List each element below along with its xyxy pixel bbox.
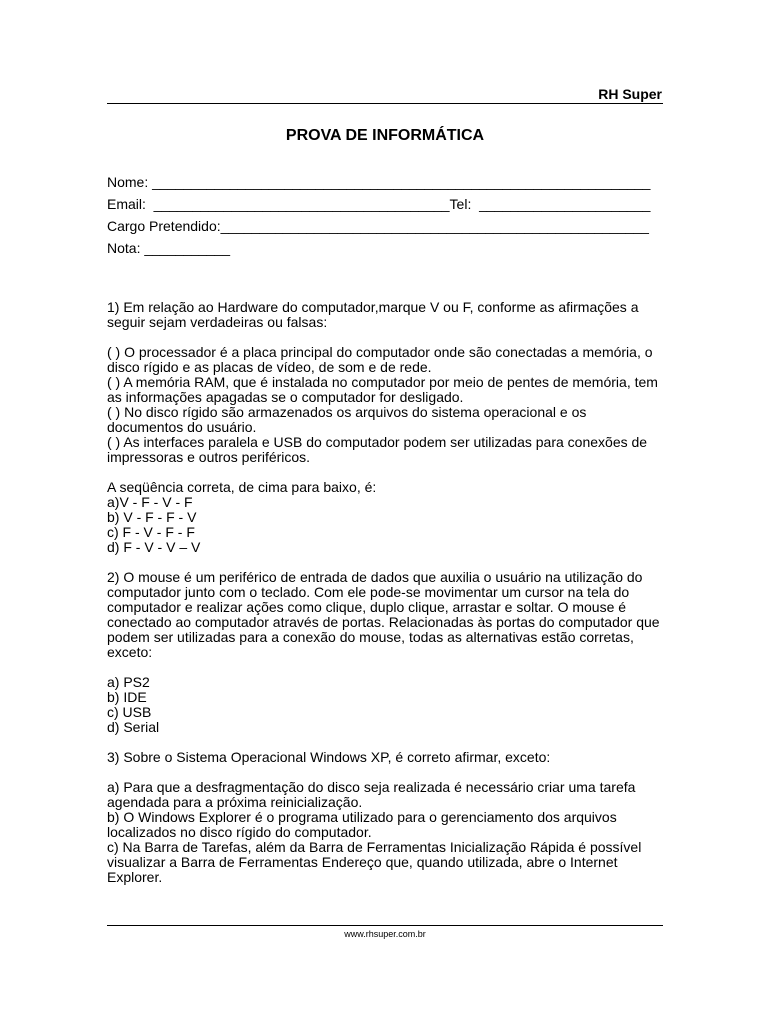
option-c: c) F - V - F - F [107,524,195,540]
option-b: b) V - F - F - V [107,509,197,525]
question-1-prompt-line: seguir sejam verdadeiras ou falsas: [107,314,328,330]
question-3-prompt: 3) Sobre o Sistema Operacional Windows XP, é correto afirmar, exceto: [107,749,551,765]
header-rule [107,103,663,104]
question-2-prompt-line: computador e realizar ações como clique, duplo clique, arrastar e soltar. O mouse é [107,599,627,615]
statement-4-line: ( ) As interfaces paralela e USB do computador podem ser utilizadas para conexões de [107,434,648,450]
option-b-line: b) O Windows Explorer é o programa utilizado para o gerenciamento dos arquivos [107,809,617,825]
question-2-prompt-line: conectado ao computador através de portas. Relacionadas às portas do computador que [107,614,660,630]
option-a-line: agendada para a próxima reinicialização. [107,794,363,810]
option-b: b) IDE [107,689,147,705]
cargo-field: Cargo Pretendido:_______________________________________________________ [107,218,649,234]
statement-1-line: disco rígido e as placas de vídeo, de som e de rede. [107,359,432,375]
option-a: a) PS2 [107,674,150,690]
question-1 [107,300,667,555]
statement-4-line: impressoras e outros periféricos. [107,449,311,465]
footer-rule [107,925,663,926]
question-2-prompt-line: exceto: [107,644,153,660]
statement-3-line: ( ) No disco rígido são armazenados os arquivos do sistema operacional e os [107,404,587,420]
question-2-prompt-line: 2) O mouse é um periférico de entrada de dados que auxilia o usuário na utilização do [107,569,643,585]
question-1-prompt-line: 1) Em relação ao Hardware do computador,marque V ou F, conforme as afirmações a [107,299,639,315]
document-body [107,175,667,885]
nota-field: Nota: ___________ [107,240,230,256]
name-field: Nome: ________________________________________________________________ [107,174,651,190]
question-2 [107,570,667,735]
question-2-prompt-line: computador junto com o teclado. Com ele pode-se movimentar um cursor na tela do [107,584,630,600]
email-tel-field: Email: ______________________________________Tel: ______________________ [107,196,651,212]
header-brand: RH Super [598,86,662,102]
option-b-line: localizados no disco rígido do computador. [107,824,372,840]
footer-url: www.rhsuper.com.br [344,929,426,939]
statement-1-line: ( ) O processador é a placa principal do computador onde são conectadas a memória, o [107,344,653,360]
option-c-line: c) Na Barra de Tarefas, além da Barra de Ferramentas Inicialização Rápida é possível [107,839,642,855]
option-c-line: Explorer. [107,869,163,885]
statement-3-line: documentos do usuário. [107,419,257,435]
option-d: d) Serial [107,719,160,735]
option-a-line: a) Para que a desfragmentação do disco seja realizada é necessário criar uma tarefa [107,779,636,795]
statement-2-line: ( ) A memória RAM, que é instalada no computador por meio de pentes de memória, tem [107,374,658,390]
option-a: a)V - F - V - F [107,494,193,510]
option-d: d) F - V - V – V [107,539,201,555]
question-2-prompt-line: podem ser utilizadas para a conexão do mouse, todas as alternativas estão corretas, [107,629,634,645]
question-3 [107,750,667,885]
sequence-prompt: A seqüência correta, de cima para baixo, é: [107,479,377,495]
page-title: PROVA DE INFORMÁTICA [285,127,485,144]
statement-2-line: as informações apagadas se o computador for desligado. [107,389,464,405]
option-c: c) USB [107,704,152,720]
option-c-line: visualizar a Barra de Ferramentas Endereço que, quando utilizada, abre o Internet [107,854,618,870]
